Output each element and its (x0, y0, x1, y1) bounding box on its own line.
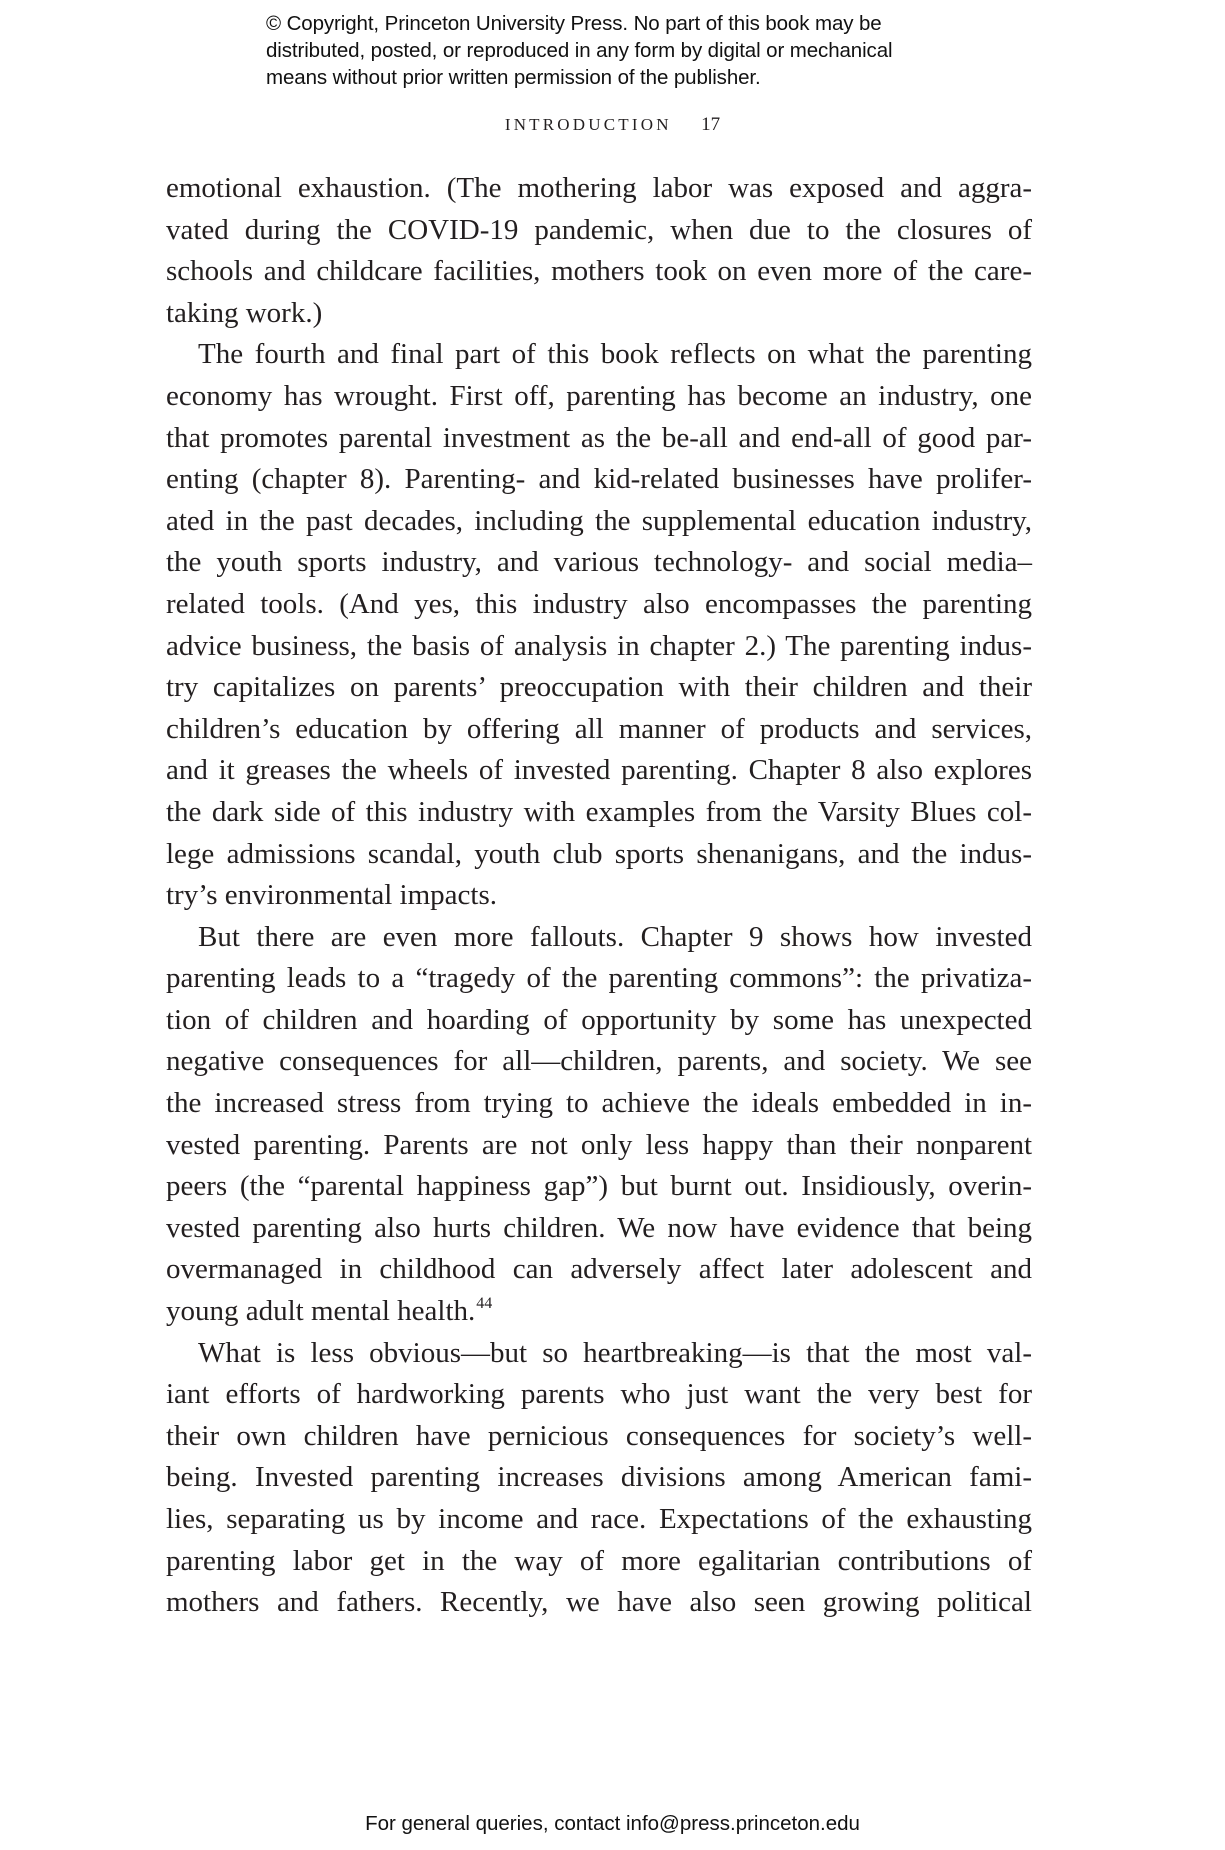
text-line (166, 1333, 1032, 1375)
text-line (166, 251, 1032, 293)
text-line (166, 418, 1032, 460)
text-line-content: But there are even more fallouts. Chapter 9 shows how invested (198, 920, 1032, 953)
text-line-content: related tools. (And yes, this industry also encompasses the parenting (166, 587, 1032, 620)
text-line-content: overmanaged in childhood can adversely affect later adolescent and (166, 1253, 1032, 1286)
text-line-content: vested parenting. Parents are not only less happy than their nonparent (166, 1128, 1032, 1161)
text-line-content: lege admissions scandal, youth club sports shenanigans, and the indus- (166, 837, 1032, 870)
text-line (166, 1000, 1032, 1042)
text-line (166, 792, 1032, 834)
text-line (166, 501, 1032, 543)
text-line-content: ated in the past decades, including the supplemental education industry, (166, 504, 1032, 537)
text-line (166, 958, 1032, 1000)
text-line (166, 1041, 1032, 1083)
text-line (166, 1291, 1032, 1333)
text-line (166, 459, 1032, 501)
text-line (166, 334, 1032, 376)
text-line-content: emotional exhaustion. (The mothering labor was exposed and aggra- (166, 172, 1032, 204)
text-line (166, 293, 1032, 335)
copyright-line: means without prior written permission of the publisher. (266, 66, 761, 89)
text-line (166, 834, 1032, 876)
footnote-reference[interactable]: 44 (476, 1295, 493, 1313)
text-line (166, 875, 1032, 917)
text-line-content: young adult mental health. (166, 1295, 476, 1328)
text-line-content: taking work.) (166, 296, 323, 329)
text-line (166, 168, 1032, 210)
text-line (166, 1166, 1032, 1208)
paragraph (166, 334, 1032, 916)
text-line-content: schools and childcare facilities, mothers took on even more of the care- (166, 255, 1032, 288)
text-line (166, 210, 1032, 252)
paragraph (166, 1333, 1032, 1624)
text-line-content: vested parenting also hurts children. We now have evidence that being (166, 1211, 1032, 1244)
paragraph (166, 168, 1032, 334)
text-line-content: vated during the COVID-19 pandemic, when due to the closures of (166, 213, 1032, 246)
page-number: 17 (701, 114, 721, 135)
text-line-content: and it greases the wheels of invested parenting. Chapter 8 also explores (166, 754, 1032, 787)
copyright-notice (266, 10, 1026, 91)
text-line-content: What is less obvious—but so heartbreaking—is that the most val- (198, 1336, 1032, 1369)
text-line-content: the increased stress from trying to achieve the ideals embedded in in- (166, 1087, 1032, 1120)
text-line-content: enting (chapter 8). Parenting- and kid-related businesses have prolifer- (166, 463, 1032, 496)
text-line-content: mothers and fathers. Recently, we have also seen growing political (166, 1586, 1032, 1619)
copyright-line: © Copyright, Princeton University Press. No part of this book may be (266, 12, 882, 35)
text-line-content: try capitalizes on parents’ preoccupation with their children and their (166, 671, 1032, 704)
text-line-content: tion of children and hoarding of opportunity by some has unexpected (166, 1003, 1032, 1036)
text-line (166, 1499, 1032, 1541)
text-line-content: that promotes parental investment as the be-all and end-all of good par- (166, 421, 1032, 454)
text-line (166, 750, 1032, 792)
text-line-content: their own children have pernicious consequences for society’s well- (166, 1419, 1032, 1452)
text-line (166, 1374, 1032, 1416)
text-line (166, 1582, 1032, 1624)
text-line-content: the dark side of this industry with examples from the Varsity Blues col- (166, 795, 1032, 828)
text-line (166, 1249, 1032, 1291)
text-line-content: being. Invested parenting increases divisions among American fami- (166, 1461, 1032, 1494)
text-line (166, 1208, 1032, 1250)
text-line-content: negative consequences for all—children, parents, and society. We see (166, 1045, 1032, 1078)
text-line (166, 1541, 1032, 1583)
text-line-content: peers (the “parental happiness gap”) but burnt out. Insidiously, overin- (166, 1170, 1032, 1203)
running-head (0, 114, 1225, 136)
text-line (166, 1457, 1032, 1499)
text-line-content: try’s environmental impacts. (166, 879, 498, 912)
paragraph (166, 917, 1032, 1333)
text-line (166, 584, 1032, 626)
text-line (166, 917, 1032, 959)
text-line-content: the youth sports industry, and various technology- and social media– (166, 546, 1032, 579)
text-line-content: lies, separating us by income and race. Expectations of the exhausting (166, 1503, 1032, 1535)
text-line-content: iant efforts of hardworking parents who just want the very best for (166, 1378, 1032, 1411)
text-line-content: The fourth and final part of this book reflects on what the parenting (198, 338, 1032, 371)
text-line (166, 1083, 1032, 1125)
running-head-section: INTRODUCTION (504, 115, 672, 134)
text-line-content: economy has wrought. First off, parenting has become an industry, one (166, 379, 1032, 412)
text-line (166, 626, 1032, 668)
text-line (166, 667, 1032, 709)
text-line (166, 542, 1032, 584)
text-line (166, 709, 1032, 751)
footer-contact: For general queries, contact info@press.princeton.edu (365, 1812, 860, 1835)
text-line-content: parenting leads to a “tragedy of the parenting commons”: the privatiza- (166, 962, 1032, 995)
text-line (166, 1416, 1032, 1458)
text-line-content: parenting labor get in the way of more egalitarian contributions of (166, 1544, 1032, 1577)
copyright-line: distributed, posted, or reproduced in any form by digital or mechanical (266, 39, 893, 62)
text-line-content: advice business, the basis of analysis in chapter 2.) The parenting indus- (166, 629, 1032, 662)
text-line-content: children’s education by offering all manner of products and services, (166, 712, 1032, 745)
text-line (166, 1125, 1032, 1167)
text-line (166, 376, 1032, 418)
body-text (166, 168, 1032, 1624)
